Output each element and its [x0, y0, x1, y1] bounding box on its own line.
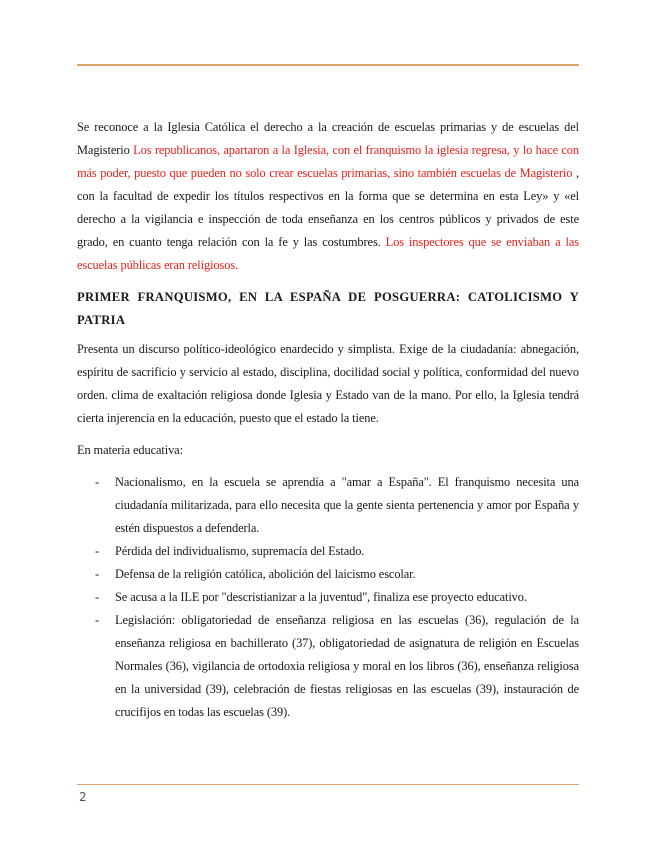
footer-rule: [77, 784, 579, 785]
list-item-text: Legislación: obligatoriedad de enseñanza religiosa en las escuelas (36), regulación de la enseñanza religiosa en bachillerato (37), obligatoriedad de asignatura de religión en Escuelas Normales (36), vigilancia de ortodoxia religiosa y moral en los libros (36), enseñanza religiosa en la universidad (39), celebración de fiestas religiosas en las escuelas (39), instauración de crucifijos en todas las escuelas (39).: [115, 613, 579, 719]
dash-marker: -: [95, 613, 100, 627]
red-annotation: Los republicanos, apartaron a la Iglesia, con el franquismo la iglesia regresa, y lo hace con más poder, puesto que pueden no solo crear escuelas primarias, sino también escuelas de Magisterio: [77, 143, 579, 180]
list-item-text: Defensa de la religión católica, abolición del laicismo escolar.: [115, 567, 416, 581]
list-item: [77, 471, 579, 540]
bullet-list: [77, 471, 579, 724]
paragraph-discurso: Presenta un discurso político-ideológico enardecido y simplista. Exige de la ciudadanía: abnegación, espíritu de sacrificio y servicio al estado, disciplina, docilidad social y política, conformidad del nuevo orden. clima de exaltación religiosa donde Iglesia y Estado van de la mano. Por ello, la Iglesia tendrá cierta injerencia en la educación, puesto que el estado la tiene.: [77, 342, 579, 425]
list-item: [77, 609, 579, 724]
dash-marker: -: [95, 567, 100, 581]
paragraph-text: , con la facultad de expedir los títulos respectivos en la forma que se determina en esta Ley» y «el derecho a la vigilancia e inspección de toda enseñanza en los centros públicos y privados de este grado, en cuanto tenga relación con la fe y las costumbres.: [77, 166, 579, 249]
dash-marker: -: [95, 544, 100, 558]
paragraph-text: Se reconoce a la Iglesia Católica el derecho a la creación de escuelas primarias y de escuelas del Magisterio: [77, 120, 579, 157]
red-annotation: Los inspectores que se enviaban a las escuelas públicas eran religiosos.: [77, 235, 579, 272]
dash-marker: -: [95, 590, 100, 604]
list-item: [77, 540, 579, 563]
dash-marker: -: [95, 475, 100, 489]
list-item: [77, 586, 579, 609]
paragraph-materia-educativa: En materia educativa:: [77, 443, 183, 457]
section-heading: PRIMER FRANQUISMO, EN LA ESPAÑA DE POSGUERRA: CATOLICISMO Y PATRIA: [77, 290, 579, 327]
page-number: 2: [79, 790, 87, 804]
list-item: [77, 563, 579, 586]
list-item-text: Pérdida del individualismo, supremacía del Estado.: [115, 544, 365, 558]
list-item-text: Se acusa a la ILE por "descristianizar a la juventud", finaliza ese proyecto educativo.: [115, 590, 527, 604]
header-rule: [77, 64, 579, 66]
page-body: [77, 116, 579, 724]
paragraph-iglesia: [77, 116, 579, 277]
list-item-text: Nacionalismo, en la escuela se aprendía a "amar a España". El franquismo necesita una ciudadanía militarizada, para ello necesita que la gente sienta pertenencia y amor por España y estén dispuestos a defenderla.: [115, 475, 579, 535]
